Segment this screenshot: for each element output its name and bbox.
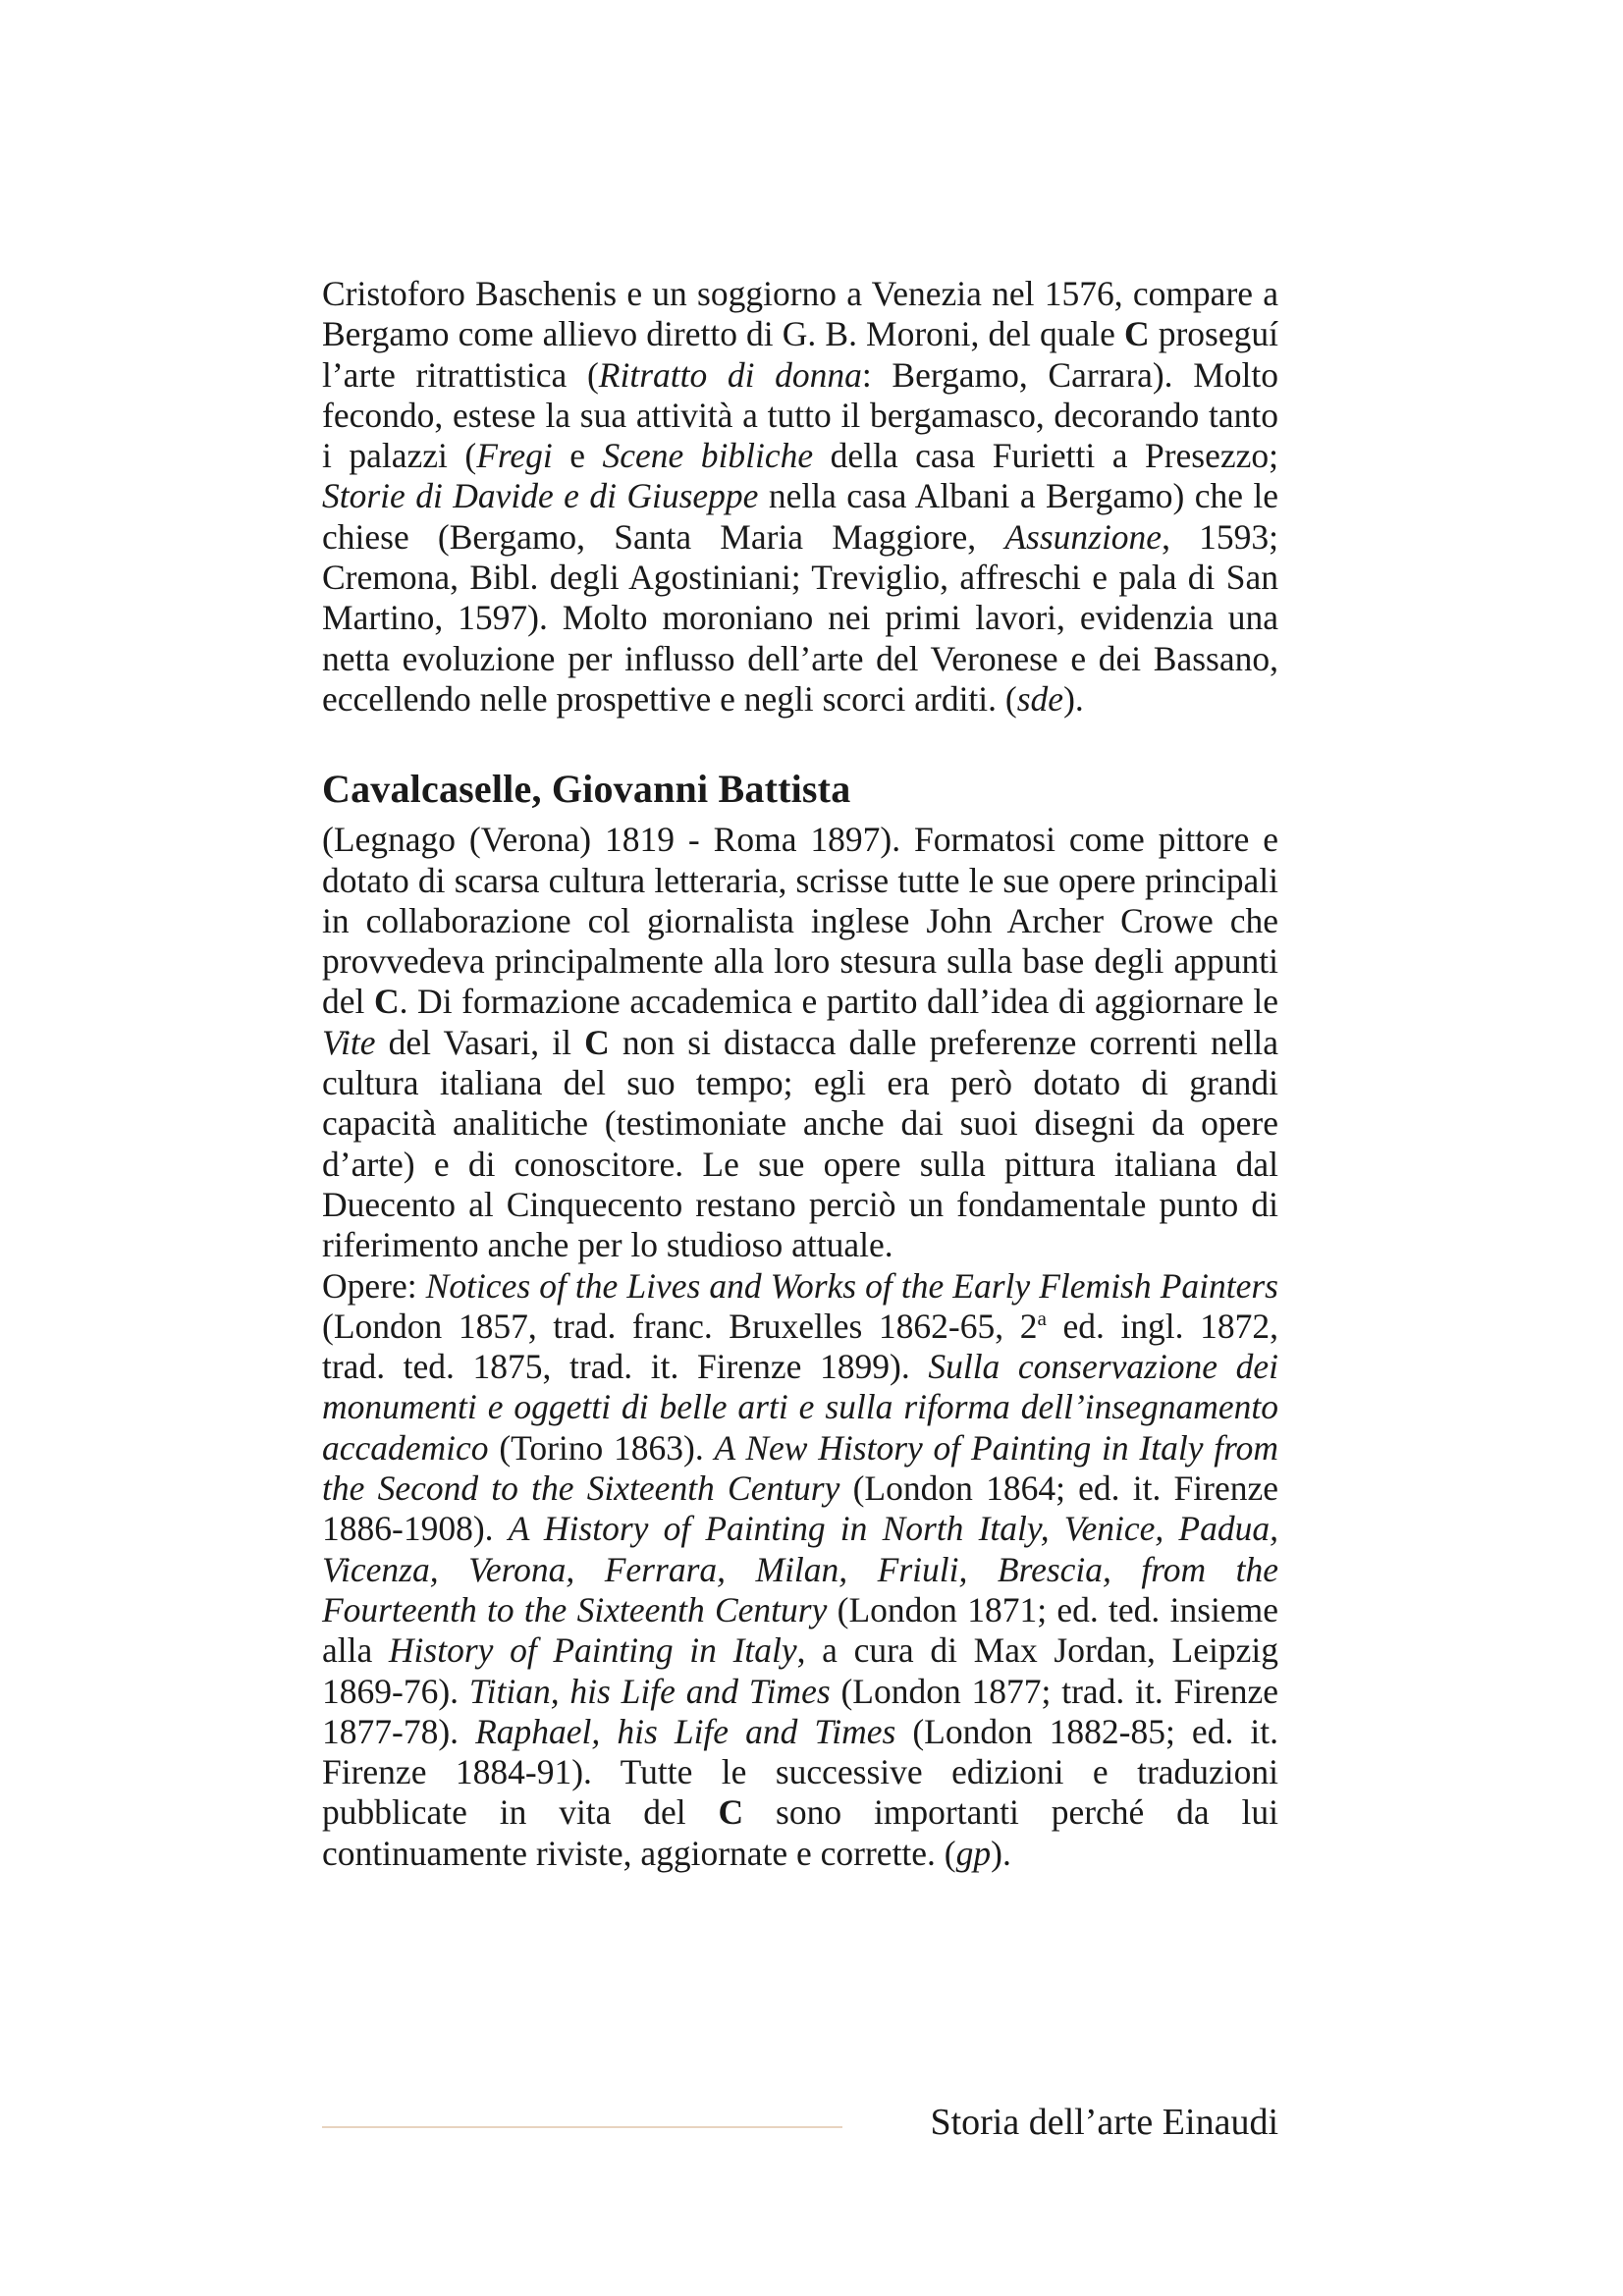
italic-title: Assunzione	[1004, 516, 1163, 557]
italic-title: Raphael, his Life and Times	[475, 1711, 896, 1751]
italic-title: Titian, his Life and Times	[468, 1671, 831, 1711]
bold-abbreviation: C	[373, 982, 400, 1022]
bold-abbreviation: C	[584, 1022, 610, 1062]
footer-publisher: Storia dell’arte Einaudi	[930, 2102, 1278, 2143]
bold-abbreviation: C	[1123, 314, 1150, 354]
text-column	[322, 274, 1278, 1874]
italic-title: Fregi	[476, 436, 553, 476]
italic-title: Storie di Davide e di Giuseppe	[322, 476, 759, 516]
italic-title: Notices of the Lives and Works of the Early Flemish Painters	[425, 1265, 1278, 1306]
italic-title: Sulla conservazione dei monumenti e oggetti di belle arti e sulla riforma dell’insegnamento accademico	[322, 1347, 1278, 1468]
italic-title: gp	[955, 1833, 992, 1873]
italic-title: A New History of Painting in Italy from the Second to the Sixteenth Century	[322, 1427, 1278, 1509]
entry-biography-paragraph: (Legnago (Verona) 1819 - Roma 1897). Formatosi come pittore e dotato di scarsa cultura letteraria, scrisse tutte le sue opere principali in collaborazione col giornalista inglese John Archer Crowe che provvedeva principalmente alla loro stesura sulla base degli appunti del C. Di formazione accademica e partito dall’idea di aggiornare le Vite del Vasari, il C non si distacca dalle preferenze correnti nella cultura italiana del suo tempo; egli era però dotato di grandi capacità analitiche (testimoniate anche dai suoi disegni da opere d’arte) e di conoscitore. Le sue opere sulla pittura italiana dal Duecento al Cinquecento restano perciò un fondamentale punto di riferimento anche per lo studioso attuale.	[322, 820, 1279, 1265]
italic-title: History of Painting in Italy	[388, 1630, 797, 1671]
italic-title: Vite	[322, 1022, 376, 1062]
italic-title: Ritratto di donna	[598, 354, 862, 395]
italic-title: Scene bibliche	[602, 436, 814, 476]
previous-entry-paragraph: Cristoforo Baschenis e un soggiorno a Venezia nel 1576, compare a Bergamo come allievo diretto di G. B. Moroni, del quale C proseguí l’arte ritrattistica (Ritratto di donna: Bergamo, Carrara). Molto fecondo, estese la sua attività a tutto il bergamasco, decorando tanto i palazzi (Fregi e Scene bibliche della casa Furietti a Presezzo; Storie di Davide e di Giuseppe nella casa Albani a Bergamo) che le chiese (Bergamo, Santa Maria Maggiore, Assunzione, 1593; Cremona, Bibl. degli Agostiniani; Treviglio, affreschi e pala di San Martino, 1597). Molto moroniano nei primi lavori, evidenzia una netta evoluzione per influsso dell’arte del Veronese e dei Bassano, eccellendo nelle prospettive e negli scorci arditi. (sde).	[322, 274, 1279, 719]
superscript: a	[1037, 1307, 1047, 1330]
italic-title: sde	[1016, 678, 1064, 719]
italic-title: A History of Painting in North Italy, Venice, Padua, Vicenza, Verona, Ferrara, Milan, Friuli, Brescia, from the Fourteenth to the Sixteenth Century	[322, 1509, 1278, 1629]
entry-works-paragraph: Opere: Notices of the Lives and Works of the Early Flemish Painters (London 1857, trad. franc. Bruxelles 1862-65, 2$^a$ ed. ingl. 1872, trad. ted. 1875, trad. it. Firenze 1899). Sulla conservazione dei monumenti e oggetti di belle arti e sulla riforma dell’insegnamento accademico (Torino 1863). A New History of Painting in Italy from the Second to the Sixteenth Century (London 1864; ed. it. Firenze 1886-1908). A History of Painting in North Italy, Venice, Padua, Vicenza, Verona, Ferrara, Milan, Friuli, Brescia, from the Fourteenth to the Sixteenth Century (London 1871; ed. ted. insieme alla History of Painting in Italy, a cura di Max Jordan, Leipzig 1869-76). Titian, his Life and Times (London 1877; trad. it. Firenze 1877-78). Raphael, his Life and Times (London 1882-85; ed. it. Firenze 1884-91). Tutte le successive edizioni e traduzioni pubblicate in vita del C sono importanti perché da lui continuamente riviste, aggiornate e corrette. (gp).	[322, 1265, 1278, 1873]
entry-heading: Cavalcaselle, Giovanni Battista	[322, 767, 851, 812]
bold-abbreviation: C	[718, 1792, 744, 1833]
footer-rule	[322, 2126, 842, 2128]
